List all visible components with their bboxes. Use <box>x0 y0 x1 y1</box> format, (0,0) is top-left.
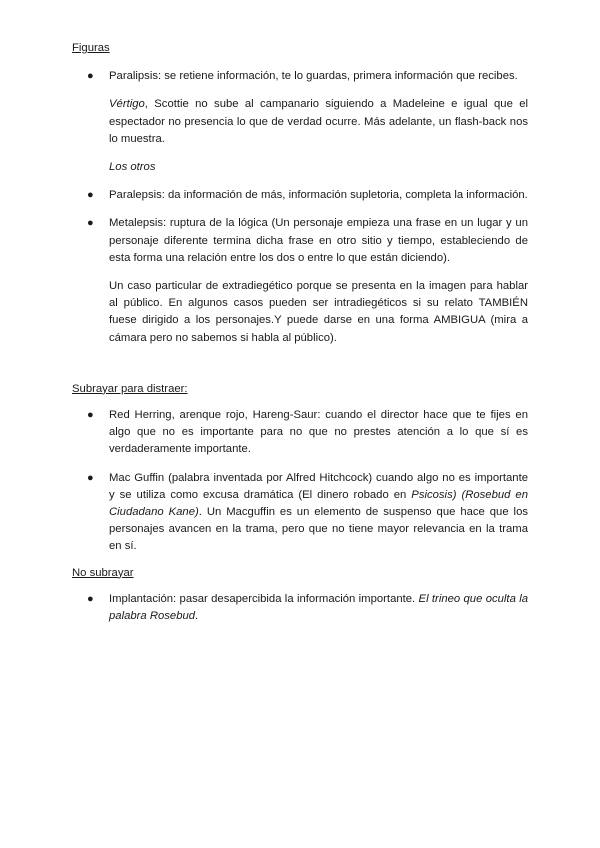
bullet-icon: ● <box>87 217 94 230</box>
implantacion-text-a: Implantación: pasar desapercibida la información importante. <box>109 592 419 605</box>
heading-no-subrayar: No subrayar <box>72 566 134 579</box>
heading-subrayar: Subrayar para distraer: <box>72 382 188 395</box>
list-item-mac-guffin <box>72 470 528 556</box>
metalepsis-text: Metalepsis: ruptura de la lógica (Un personaje empieza una frase en un lugar y un personaje diferente termina dicha frase en otro sitio y tiempo, estableciendo de esta forma una relación entre los dos o entre lo que están diciendo). <box>109 217 528 264</box>
list-item-metalepsis <box>72 215 528 267</box>
paralepsis-text: Paralepsis: da información de más, información supletoria, completa la información. <box>109 189 528 202</box>
caso-particular-paragraph: Un caso particular de extradiegético porque se presenta en la imagen para hablar al público. En algunos casos pueden ser intradiegéticos si su relato TAMBIÉN fuese dirigido a los personajes.Y puede darse en una forma AMBIGUA (mira a cámara pero no sabemos si habla al público). <box>109 280 528 344</box>
implantacion-italic: El trineo que oculta la palabra Rosebud <box>109 592 528 623</box>
document-page <box>72 40 528 625</box>
list-item-paralipsis <box>72 68 528 85</box>
mac-guffin-text-a: Mac Guffin (palabra inventada por Alfred Hitchcock) cuando algo no es importante y se utiliza como excusa dramática (El dinero robado en <box>109 471 528 501</box>
bullet-icon: ● <box>87 592 94 605</box>
los-otros-text: Los otros <box>109 161 156 174</box>
bullet-icon: ● <box>87 189 94 202</box>
mac-guffin-italic: Psicosis) (Rosebud en Ciudadano Kane) <box>109 488 528 519</box>
heading-figuras: Figuras <box>72 42 110 54</box>
bullet-icon: ● <box>87 471 94 484</box>
vertigo-paragraph <box>72 96 528 148</box>
bullet-icon: ● <box>87 70 94 83</box>
list-item-red-herring <box>72 407 528 459</box>
list-item-implantacion <box>72 591 528 625</box>
list-item-paralepsis <box>72 187 528 204</box>
mac-guffin-text-b: . Un Macguffin es un elemento de suspenso que hace que los personajes avancen en la trama, pero que no tiene mayor relevancia en la trama en sí. <box>109 506 528 553</box>
implantacion-text-b: . <box>195 610 199 623</box>
red-herring-text: Red Herring, arenque rojo, Hareng-Saur: cuando el director hace que te fijes en algo que no es importante para no que no prestes atención a lo que sí es verdaderamente importante. <box>109 409 528 456</box>
paralipsis-text: Paralipsis: se retiene información, te lo guardas, primera información que recibes. <box>109 70 518 83</box>
vertigo-title: Vértigo <box>109 98 145 111</box>
bullet-icon: ● <box>87 409 94 422</box>
vertigo-text: , Scottie no sube al campanario siguiendo a Madeleine e igual que el espectador no presencia lo que de verdad ocurre. Más adelante, un flash-back nos lo muestra. <box>109 98 528 145</box>
